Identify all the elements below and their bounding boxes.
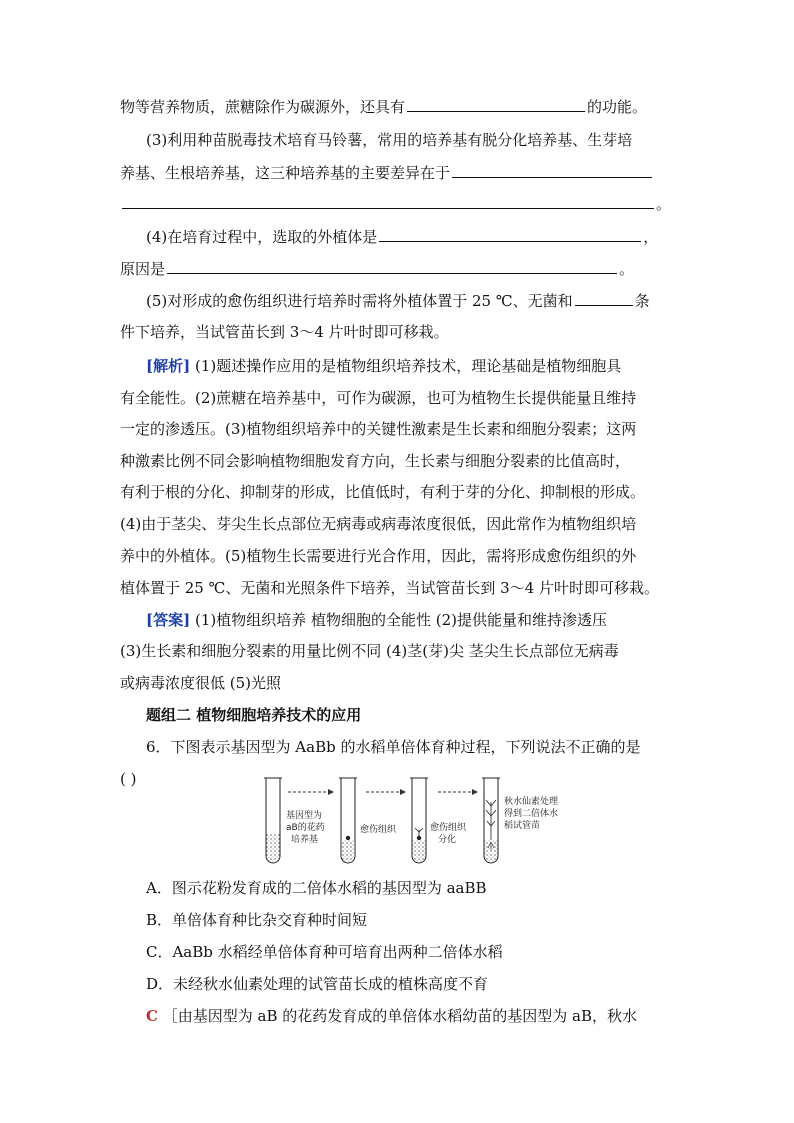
paragraph-line: (3)利用种苗脱毒技术培育马铃薯，常用的培养基有脱分化培养基、生芽培 — [146, 131, 633, 149]
diagram-label: aB的花药 — [286, 823, 325, 833]
text-fragment: 。 — [656, 195, 672, 213]
paragraph-line: 件下培养，当试管苗长到 3～4 片叶时即可移栽。 — [120, 323, 449, 341]
arrow-icon — [288, 789, 334, 795]
option-d: D．未经秋水仙素处理的试管苗长成的植株高度不育 — [146, 975, 489, 993]
text-fragment: 原因是 — [120, 260, 166, 278]
test-tube-4 — [482, 778, 500, 863]
analysis-line: 养中的外植体。(5)植物生长需要进行光合作用，因此，需将形成愈伤组织的外 — [120, 547, 637, 565]
paragraph-line — [146, 290, 680, 311]
diagram-label: 愈伤组织 — [430, 823, 467, 833]
section-title: 题组二 植物细胞培养技术的应用 — [146, 706, 362, 724]
answer-blank — [167, 258, 617, 274]
breeding-process-diagram — [258, 774, 588, 874]
question-line: 6．下图表示基因型为 AaBb 的水稻单倍体育种过程，下列说法不正确的是 — [146, 738, 641, 756]
paragraph-line — [120, 96, 680, 117]
analysis-line — [146, 356, 680, 376]
answer-blank — [122, 193, 654, 209]
diagram-label: 秋水仙素处理 — [504, 797, 559, 807]
answer-line — [146, 610, 680, 630]
answer-blank — [407, 96, 585, 112]
text-fragment: 。 — [619, 260, 635, 278]
test-tube-2 — [339, 778, 357, 863]
text-fragment: 物等营养物质，蔗糖除作为碳源外，还具有 — [120, 98, 406, 116]
arrow-icon — [366, 789, 406, 795]
analysis-line: 有利于根的分化、抑制芽的形成，比值低时，有利于芽的分化、抑制根的形成。 — [120, 483, 646, 501]
text-fragment: 养基、生根培养基，这三种培养基的主要差异在于 — [120, 164, 451, 182]
diagram-label: 得到二倍体水 — [504, 809, 559, 819]
option-c: C．AaBb 水稻经单倍体育种可培育出两种二倍体水稻 — [146, 943, 503, 961]
analysis-tag: [解析] — [146, 357, 191, 375]
analysis-line: 种激素比例不同会影响植物细胞发育方向，生长素与细胞分裂素的比值高时， — [120, 452, 631, 470]
text-fragment: 条 — [634, 292, 650, 310]
text-fragment: ［由基因型为 aB 的花药发育成的单倍体水稻幼苗的基因型为 aB，秋水 — [162, 1007, 637, 1025]
test-tube-3 — [410, 778, 428, 863]
text-fragment: (5)对形成的愈伤组织进行培养时需将外植体置于 25 ℃、无菌和 — [146, 292, 573, 310]
test-tube-1 — [264, 778, 282, 863]
answer-blank — [575, 290, 633, 306]
diagram-label: 基因型为 — [286, 811, 323, 821]
diagram-label: 愈伤组织 — [360, 825, 397, 835]
solution-line — [146, 1006, 680, 1026]
text-fragment: (4)在培育过程中，选取的外植体是 — [146, 228, 378, 246]
paragraph-line — [120, 193, 680, 214]
diagram-label: 稻试管苗 — [504, 821, 541, 831]
arrow-icon — [438, 789, 478, 795]
text-fragment: (1)植物组织培养 植物细胞的全能性 (2)提供能量和维持渗透压 — [194, 611, 608, 629]
answer-line: (3)生长素和细胞分裂素的用量比例不同 (4)茎(芽)尖 茎尖生长点部位无病毒 — [120, 642, 619, 660]
option-a: A．图示花粉发育成的二倍体水稻的基因型为 aaBB — [146, 879, 487, 897]
answer-blank — [379, 226, 641, 242]
text-fragment: 的功能。 — [587, 98, 648, 116]
option-b: B．单倍体育种比杂交育种时间短 — [146, 911, 368, 929]
answer-tag: [答案] — [146, 611, 191, 629]
analysis-line: 植体置于 25 ℃、无菌和光照条件下培养，当试管苗长到 3～4 片叶时即可移栽。 — [120, 579, 660, 597]
paragraph-line — [120, 258, 680, 279]
paragraph-line — [120, 162, 680, 183]
analysis-line: 有全能性。(2)蔗糖在培养基中，可作为碳源，也可为植物生长提供能量且维持 — [120, 389, 637, 407]
analysis-line: 一定的渗透压。(3)植物组织培养中的关键性激素是生长素和细胞分裂素；这两 — [120, 420, 637, 438]
text-fragment: ， — [643, 228, 659, 246]
question-line: ( ) — [120, 770, 137, 788]
solution-letter: C — [146, 1007, 158, 1025]
paragraph-line — [146, 226, 680, 247]
analysis-line: (4)由于茎尖、芽尖生长点部位无病毒或病毒浓度很低，因此常作为植物组织培 — [120, 515, 637, 533]
diagram-label: 分化 — [438, 835, 457, 845]
answer-line: 或病毒浓度很低 (5)光照 — [120, 674, 282, 692]
text-fragment: (1)题述操作应用的是植物组织培养技术，理论基础是植物细胞具 — [194, 357, 622, 375]
answer-blank — [452, 162, 652, 178]
diagram-label: 培养基 — [291, 835, 319, 845]
